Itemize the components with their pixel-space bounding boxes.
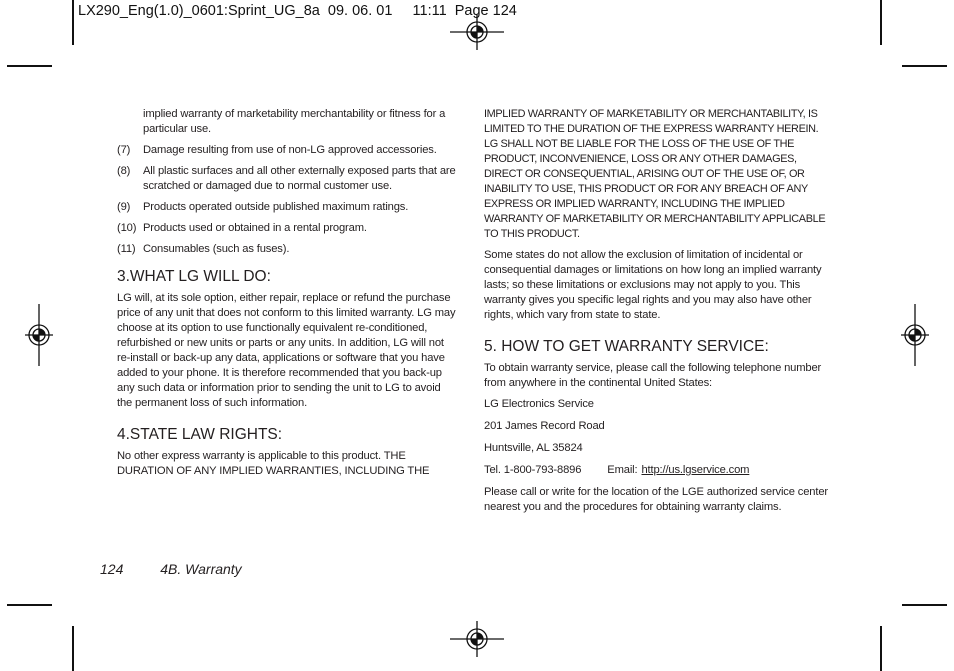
list-item-text: Products used or obtained in a rental program. — [143, 222, 367, 234]
state-rights-paragraph: Some states do not allow the exclusion of limitation of incidental or consequential damages or limitations on how long an implied warranty lasts; so these limitations or exclusions may not apply to you. This warranty gives you specific legal rights and you may also have other rights, which vary from state to state. — [484, 249, 822, 321]
section-heading-warranty-service: 5. HOW TO GET WARRANTY SERVICE: — [484, 338, 769, 355]
telephone-number: Tel. 1-800-793-8896 — [484, 464, 582, 476]
list-item-number: (8) — [117, 165, 131, 177]
right-column — [484, 107, 830, 521]
list-item-number: (9) — [117, 201, 131, 213]
list-item-number: (11) — [117, 243, 136, 255]
email-link[interactable]: http://us.lgservice.com — [641, 464, 750, 476]
list-item-text: All plastic surfaces and all other externally exposed parts that are scratched or damaged due to normal customer use. — [143, 165, 456, 192]
crop-mark-bottom-left — [72, 626, 74, 671]
left-column — [117, 107, 457, 485]
section-body-warranty-service: To obtain warranty service, please call the following telephone number from anywhere in the continental United States: — [484, 362, 822, 389]
address-street: 201 James Record Road — [484, 420, 605, 432]
crop-mark-left-top — [7, 65, 52, 67]
section-body-what-lg-will-do: LG will, at its sole option, either repair, replace or refund the purchase price of any unit that does not conform to this limited warranty. LG may choose at its option to use functionally equivalent re-conditioned, refurbished or new units or parts or any units. In addition, LG will not re-install or back-up any data, applications or software that you have added to your phone. It is therefore recommended that you back-up any such data or information prior to sending the unit to LG to avoid the permanent loss of such information. — [117, 292, 456, 409]
footer-section-title: 4B. Warranty — [160, 561, 242, 577]
list-item-number: (10) — [117, 222, 137, 234]
section-heading-what-lg-will-do: 3.WHAT LG WILL DO: — [117, 268, 271, 285]
registration-mark-top-icon — [450, 14, 504, 50]
registration-mark-bottom-icon — [450, 621, 504, 657]
list-item — [117, 242, 457, 257]
list-item — [117, 143, 457, 158]
crop-mark-right-top — [902, 65, 947, 67]
page-number: 124 — [100, 561, 124, 577]
list-item — [117, 164, 457, 194]
list-item-text: Consumables (such as fuses). — [143, 243, 290, 255]
list-item-text: Damage resulting from use of non-LG approved accessories. — [143, 144, 437, 156]
contact-line — [484, 463, 830, 478]
page-footer — [100, 561, 242, 577]
crop-mark-bottom-right — [880, 626, 882, 671]
list-item-text: Products operated outside published maximum ratings. — [143, 201, 409, 213]
disclaimer-paragraph: IMPLIED WARRANTY OF MARKETABILITY OR MERCHANTABILITY, IS LIMITED TO THE DURATION OF THE EXPRESS WARRANTY HEREIN. LG SHALL NOT BE LIABLE FOR THE LOSS OF THE USE OF THE PRODUCT, INCONVENIENCE, LOSS OR ANY OTHER DAMAGES, DIRECT OR CONSEQUENTIAL, ARISING OUT OF THE USE OF, OR INABILITY TO USE, THIS PRODUCT OR FOR ANY BREACH OF ANY EXPRESS OR IMPLIED WARRANTY, INCLUDING THE IMPLIED WARRANTY OF MARKETABILITY OR MERCHANTABILITY APPLICABLE TO THIS PRODUCT. — [484, 108, 826, 240]
registration-mark-left-icon — [25, 304, 53, 366]
continuation-text: implied warranty of marketability merchantability or fitness for a particular use. — [143, 108, 446, 135]
registration-mark-right-icon — [901, 304, 929, 366]
print-slug: LX290_Eng(1.0)_0601:Sprint_UG_8a 09. 06. 01 11:11 Page 124 — [78, 3, 517, 19]
email-label: Email: — [607, 464, 638, 476]
address-city: Huntsville, AL 35824 — [484, 442, 583, 454]
crop-mark-left-bottom — [7, 604, 52, 606]
list-item — [117, 221, 457, 236]
section-body-state-law-rights: No other express warranty is applicable to this product. THE DURATION OF ANY IMPLIED WARRANTIES, INCLUDING THE — [117, 450, 430, 477]
list-item-number: (7) — [117, 144, 131, 156]
list-item — [117, 200, 457, 215]
service-address — [484, 397, 830, 478]
address-name: LG Electronics Service — [484, 398, 594, 410]
closing-paragraph: Please call or write for the location of the LGE authorized service center nearest you and the procedures for obtaining warranty claims. — [484, 486, 828, 513]
crop-mark-top-left — [72, 0, 74, 45]
section-heading-state-law-rights: 4.STATE LAW RIGHTS: — [117, 426, 283, 443]
crop-mark-top-right — [880, 0, 882, 45]
crop-mark-right-bottom — [902, 604, 947, 606]
